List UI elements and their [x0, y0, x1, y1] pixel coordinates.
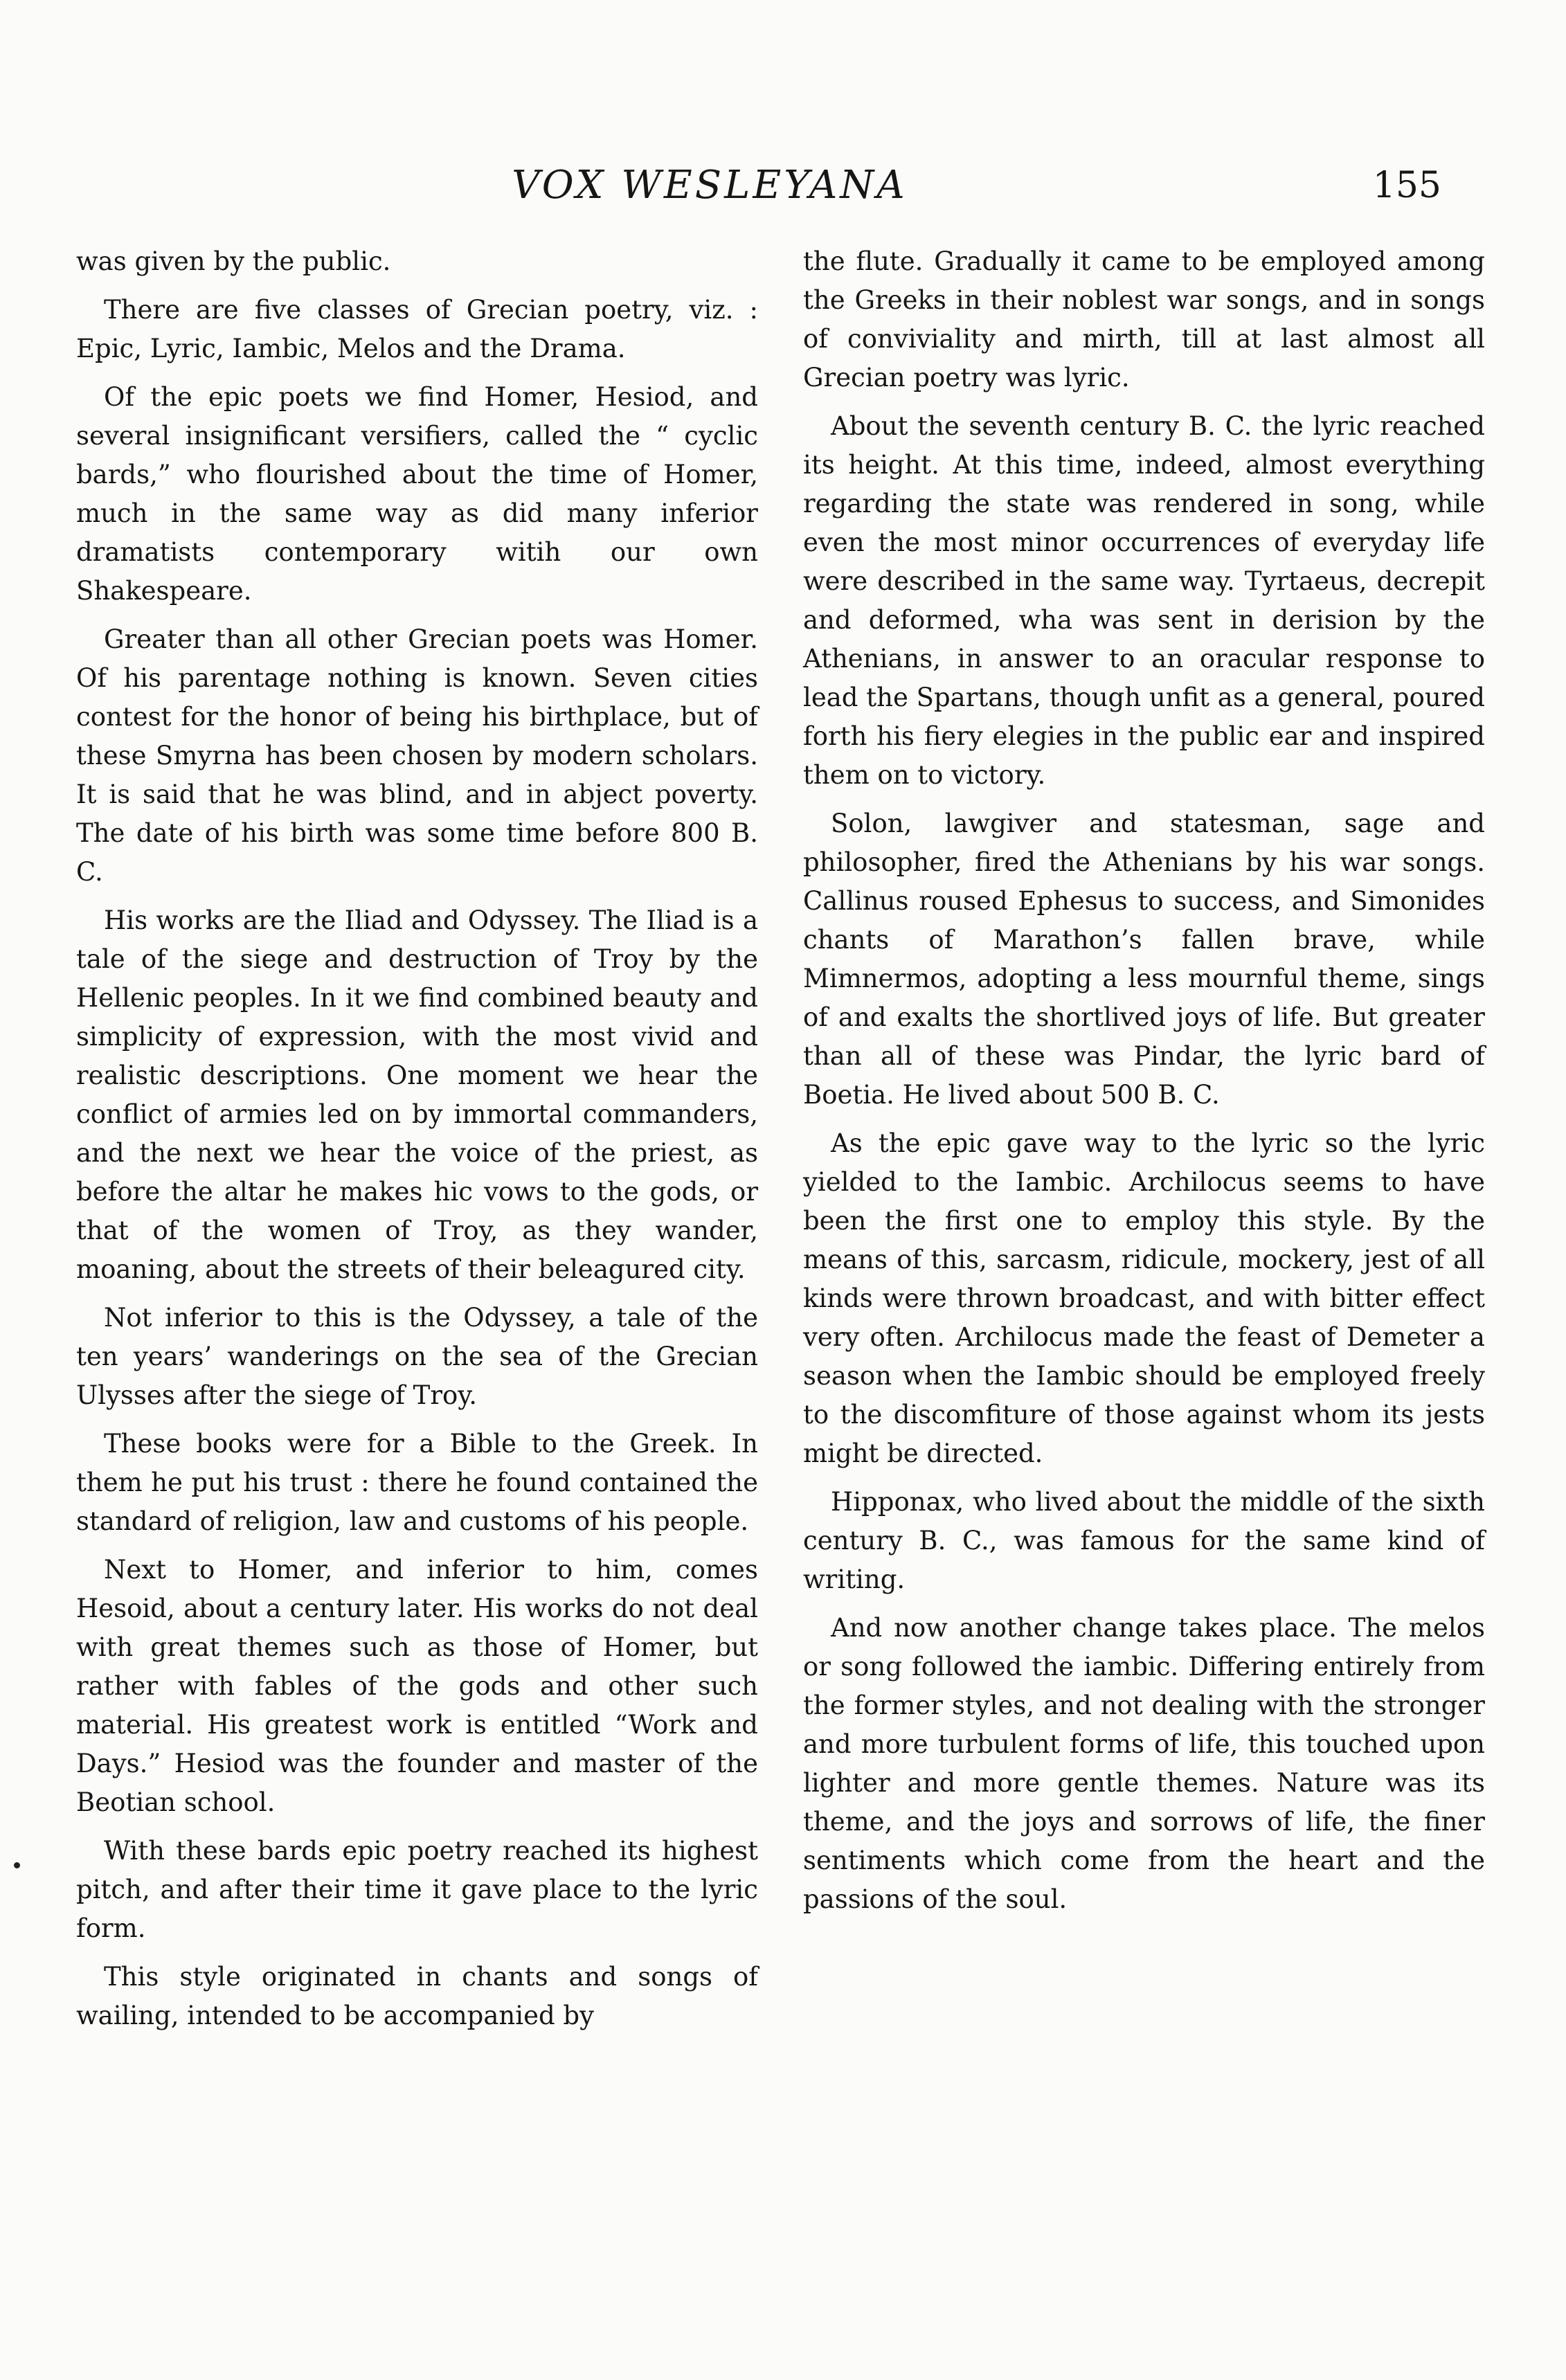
- paragraph: This style originated in chants and songs of wailing, intended to be accompanied by: [76, 1962, 758, 2030]
- paragraph: Hipponax, who lived about the middle of the sixth century B. C., was famous for the same kind of writing.: [803, 1487, 1485, 1594]
- paragraph: Greater than all other Grecian poets was Homer. Of his parentage nothing is known. Seven cities contest for the honor of being his birthplace, but of these Smyrna has been chosen by modern scholars. It is said that he was blind, and in abject poverty. The date of his birth was some time before 800 B. C.: [76, 624, 758, 887]
- running-head: [0, 158, 1566, 213]
- paragraph: As the epic gave way to the lyric so the lyric yielded to the Iambic. Archilocus seems to have been the first one to employ this style. By the means of this, sarcasm, ridicule, mockery, jest of all kinds were thrown broadcast, and with bitter effect very often. Archilocus made the feast of Demeter a season when the Iambic should be employed freely to the discomfiture of those against whom its jests might be directed.: [803, 1128, 1485, 1468]
- paragraph: Of the epic poets we find Homer, Hesiod, and several insignificant versifiers, called the “ cyclic bards,” who flourished about the time of Homer, much in the same way as did many inferior dramatists contemporary witih our own Shakespeare.: [76, 382, 758, 606]
- paragraph: Solon, lawgiver and statesman, sage and philosopher, fired the Athenians by his war songs. Callinus roused Ephesus to success, and Simonides chants of Marathon’s fallen brave, while Mimnermos, adopting a less mournful theme, sings of and exalts the shortlived joys of life. But greater than all of these was Pindar, the lyric bard of Boetia. He lived about 500 B. C.: [803, 809, 1485, 1110]
- left-column: [76, 242, 758, 2045]
- journal-title: VOX WESLEYANA: [512, 163, 908, 208]
- paragraph: was given by the public.: [76, 246, 391, 276]
- paragraph: About the seventh century B. C. the lyric reached its height. At this time, indeed, almost everything regarding the state was rendered in song, while even the most minor occurrences of everyday life were described in the same way. Tyrtaeus, decrepit and deformed, wha was sent in derision by the Athenians, in answer to an oracular response to lead the Spartans, though unfit as a general, poured forth his fiery elegies in the public ear and inspired them on to victory.: [803, 411, 1485, 790]
- paragraph: With these bards epic poetry reached its highest pitch, and after their time it gave place to the lyric form.: [76, 1836, 758, 1943]
- paragraph: Not inferior to this is the Odyssey, a tale of the ten years’ wanderings on the sea of the Grecian Ulysses after the siege of Troy.: [76, 1303, 758, 1410]
- page-number: 155: [1372, 165, 1441, 206]
- paragraph: Next to Homer, and inferior to him, comes Hesoid, about a century later. His works do not deal with great themes such as those of Homer, but rather with fables of the gods and other such material. His greatest work is entitled “Work and Days.” Hesiod was the founder and master of the Beotian school.: [76, 1555, 758, 1817]
- paragraph: His works are the Iliad and Odyssey. The Iliad is a tale of the siege and destruction of Troy by the Hellenic peoples. In it we find combined beauty and simplicity of expression, with the most vivid and realistic descriptions. One moment we hear the conflict of armies led on by immortal commanders, and the next we hear the voice of the priest, as before the altar he makes hic vows to the gods, or that of the women of Troy, as they wander, moaning, about the streets of their beleagured city.: [76, 905, 758, 1284]
- paragraph: There are five classes of Grecian poetry, viz. : Epic, Lyric, Iambic, Melos and the Drama.: [76, 295, 758, 363]
- paragraph: the flute. Gradually it came to be employed among the Greeks in their noblest war songs, and in songs of conviviality and mirth, till at last almost all Grecian poetry was lyric.: [803, 246, 1485, 393]
- right-column: [803, 242, 1485, 1929]
- paragraph: And now another change takes place. The melos or song followed the iambic. Differing entirely from the former styles, and not dealing with the stronger and more turbulent forms of life, this touched upon lighter and more gentle themes. Nature was its theme, and the joys and sorrows of life, the finer sentiments which come from the heart and the passions of the soul.: [803, 1613, 1485, 1914]
- paragraph: These books were for a Bible to the Greek. In them he put his trust : there he found contained the standard of religion, law and customs of his people.: [76, 1429, 758, 1536]
- stray-ink-dot: [14, 1862, 20, 1868]
